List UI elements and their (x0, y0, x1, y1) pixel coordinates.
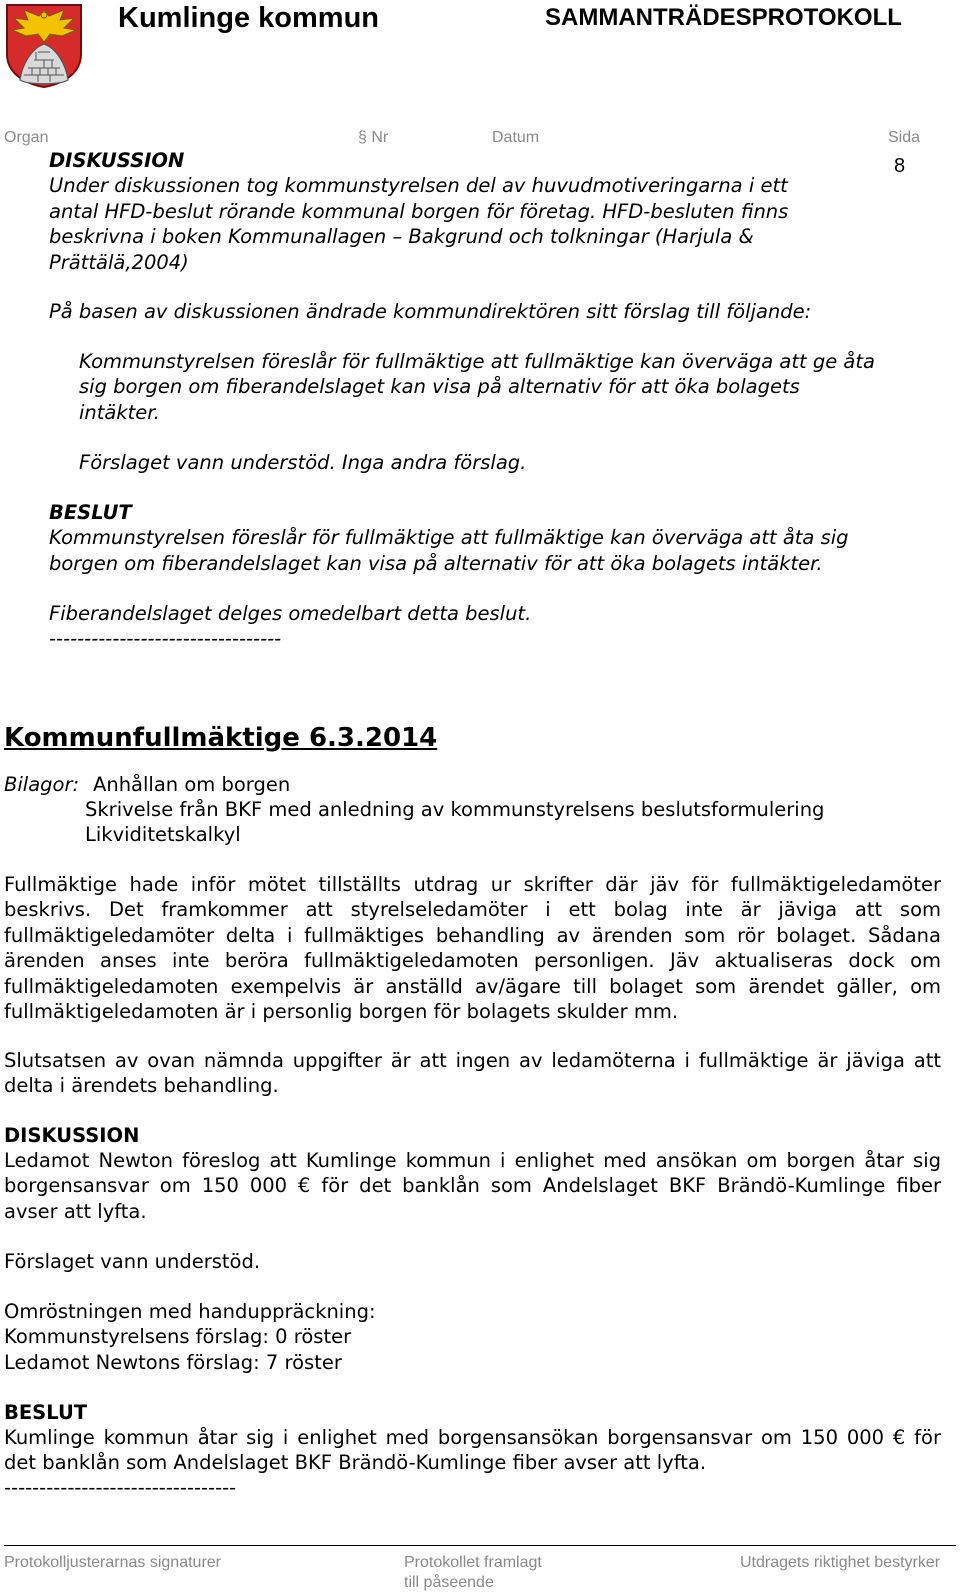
attachment-item: Anhållan om borgen (93, 773, 291, 796)
page-number: 8 (894, 155, 906, 177)
discussion-heading-2: DISKUSSION (4, 1124, 140, 1147)
discussion-line: antal HFD-beslut rörande kommunal borgen för företag. HFD-besluten finns (49, 199, 789, 223)
attachment-item: Likviditetskalkyl (85, 823, 241, 846)
separator-line: --------------------------------- (49, 627, 282, 651)
discussion-line: Under diskussionen tog kommunstyrelsen del av huvudmotiveringarna i ett (49, 174, 788, 198)
proposal-line: Kommunstyrelsen föreslår för fullmäktige att fullmäktige kan överväga att ge åta (79, 350, 875, 373)
footer-signatures: Protokolljusterarnas signaturer (4, 1554, 221, 1571)
decision-heading-2: BESLUT (4, 1401, 88, 1424)
attachments-label: Bilagor: (4, 773, 80, 796)
footer-posted-line: till påseende (404, 1574, 494, 1591)
attachment-item: Skrivelse från BKF med anledning av kommunstyrelsens beslutsformulering (85, 798, 825, 821)
vote-block (4, 1299, 376, 1375)
discussion-section (49, 148, 788, 275)
notification-line: Fiberandelslaget delges omedelbart detta beslut. (49, 602, 532, 625)
discussion-paragraph-2: Ledamot Newton föreslog att Kumlinge kommun i enlighet med ansökan om borgen åtar sig borgensansvar om 150 000 € för det banklån som Andelslaget BKF Brändö-Kumlinge fiber avser att lyfta. (4, 1149, 941, 1223)
footer-divider (4, 1545, 956, 1546)
council-meeting-title: Kommunfullmäktige 6.3.2014 (4, 723, 438, 753)
page-label: Sida (888, 129, 921, 146)
vote-line: Omröstningen med handuppräckning: (4, 1300, 376, 1323)
decision-paragraph-2: Kumlinge kommun åtar sig i enlighet med borgensansökan borgensansvar om 150 000 € för det banklån som Andelslaget BKF Brändö-Kumlinge fiber avser att lyfta. (4, 1426, 941, 1475)
proposal-line: intäkter. (79, 400, 160, 424)
municipality-name: Kumlinge kommun (118, 2, 380, 34)
support-line-2: Förslaget vann understöd. (4, 1250, 261, 1273)
decision-section (49, 500, 849, 576)
proposal-block (79, 349, 875, 425)
decision-heading: BESLUT (49, 501, 132, 524)
footer-certified: Utdragets riktighet bestyrker (740, 1554, 941, 1571)
document-type: SAMMANTRÄDESPROTOKOLL (545, 4, 902, 31)
date-label: Datum (492, 129, 540, 146)
conflict-of-interest-paragraph: Fullmäktige hade inför mötet tillställts utdrag ur skrifter där jäv för fullmäktigeledamöter beskrivs. Det framkommer att styrelseledamöter i ett bolag inte är jäviga att som fullmäktigeledamöter delta i fullmäktiges behandling av ärenden som rör bolaget. Sådana ärenden anses inte beröra fullmäktigeledamoten personligen. Jäv aktualiseras dock om fullmäktigeledamoten exempelvis är anställd av/ägare till bolaget som ärendet gäller, om fullmäktigeledamoten är i personlig borgen för bolagets skulder mm. (4, 873, 941, 1024)
discussion-line: Prättälä,2004) (49, 250, 189, 274)
vote-line: Ledamot Newtons förslag: 7 röster (4, 1350, 342, 1374)
footer-posted (404, 1553, 542, 1593)
coat-of-arms-logo (4, 2, 84, 88)
support-line: Förslaget vann understöd. Inga andra förslag. (79, 451, 527, 474)
notification-block (49, 601, 531, 652)
discussion-line: beskrivna i boken Kommunallagen – Bakgrund och tolkningar (Harjula & (49, 225, 754, 249)
conclusion-paragraph: Slutsatsen av ovan nämnda uppgifter är att ingen av ledamöterna i fullmäktige är jäviga att delta i ärendets behandling. (4, 1049, 941, 1098)
organ-label: Organ (4, 129, 49, 146)
separator-line-2: --------------------------------- (4, 1476, 237, 1499)
proposal-line: sig borgen om fiberandelslaget kan visa på alternativ för att öka bolagets (79, 375, 800, 399)
footer-posted-line: Protokollet framlagt (404, 1554, 542, 1571)
changed-proposal-line: På basen av diskussionen ändrade kommundirektören sitt förslag till följande: (49, 300, 812, 323)
section-number-label: § Nr (358, 129, 389, 146)
decision-line: Kommunstyrelsen föreslår för fullmäktige att fullmäktige kan överväga att åta sig (49, 526, 849, 550)
vote-line: Kommunstyrelsens förslag: 0 röster (4, 1325, 352, 1349)
decision-line: borgen om fiberandelslaget kan visa på alternativ för att öka bolagets intäkter. (49, 551, 823, 575)
discussion-heading: DISKUSSION (49, 149, 185, 172)
